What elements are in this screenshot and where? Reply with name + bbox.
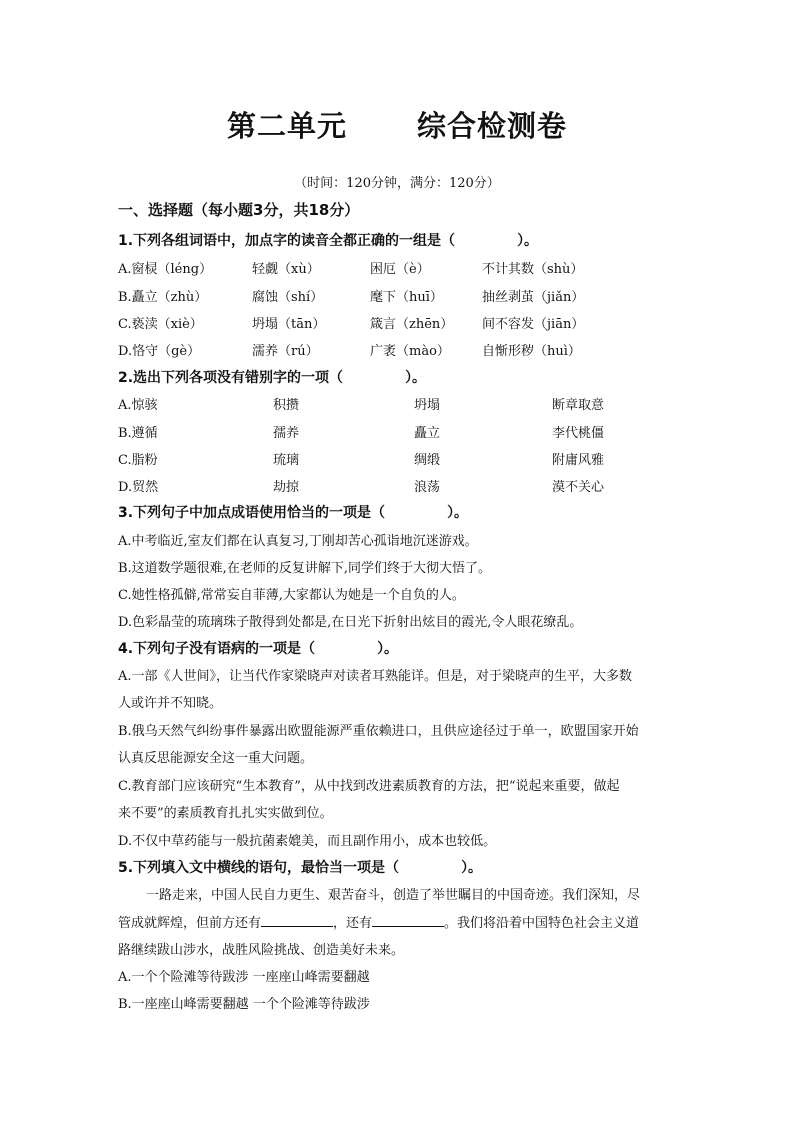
option-cell: 浪荡 (414, 480, 441, 495)
question-2-option-row (118, 449, 678, 469)
question-1-option-row (118, 258, 678, 278)
title-unit: 第二单元 (226, 109, 347, 143)
question-1-stem: 1.下列各组词语中，加点字的读音全都正确的一组是（ ）。 (118, 233, 539, 249)
passage-line: 管成就辉煌，但前方还有 ，还有 。我们将沿着中国特色社会主义道 (118, 916, 640, 931)
option-cell: 漠不关心 (552, 480, 605, 495)
question-5-stem: 5.下列填入文中横线的语句，最恰当一项是（ ）。 (118, 860, 483, 876)
question-4-stem: 4.下列句子没有语病的一项是（ ）。 (118, 641, 399, 657)
question-1-option-row (118, 286, 678, 306)
option-cell: 积攒 (273, 398, 300, 413)
option-cell: 劫掠 (273, 480, 300, 495)
option-cell: A.惊骇 (118, 398, 158, 413)
option-cell: 坍塌 (414, 398, 441, 413)
option-cell: 自惭形秽（huì） (482, 344, 581, 359)
option-cell: A.窗棂（léng） (118, 262, 213, 277)
option-cell: 广袤（mào） (370, 344, 450, 359)
exam-info: （时间：120分钟，满分：120分） (294, 176, 500, 191)
option-cell: 腐蚀（shí） (252, 290, 324, 305)
option-cell: 断章取意 (552, 398, 605, 413)
question-3-option: C.她性格孤僻,常常妄自菲薄,大家都认为她是一个自负的人。 (118, 588, 465, 603)
question-4-option: D.不仅中草药能与一般抗菌素媲美，而且副作用小，成本也较低。 (118, 834, 497, 849)
question-4-option: B.俄乌天然气纠纷事件暴露出欧盟能源严重依赖进口，且供应途径过于单一，欧盟国家开始 (118, 724, 639, 739)
passage-line: 一路走来，中国人民自力更生、艰苦奋斗，创造了举世瞩目的中国奇迹。我们深知，尽 (146, 888, 641, 903)
option-cell: D.贸然 (118, 480, 159, 495)
question-3-option: D.色彩晶莹的琉璃珠子散得到处都是,在日光下折射出炫目的霞光,令人眼花缭乱。 (118, 615, 583, 630)
option-cell: 坍塌（tān） (252, 317, 326, 332)
question-2-option-row (118, 422, 678, 442)
option-cell: 李代桃僵 (552, 426, 605, 441)
question-2-stem: 2.选出下列各项没有错别字的一项（ ）。 (118, 370, 427, 386)
question-4-option-continued: 认真反思能源安全这一重大问题。 (118, 751, 314, 766)
option-cell: 间不容发（jiān） (482, 317, 585, 332)
question-1-option-row (118, 340, 678, 360)
question-3-stem: 3.下列句子中加点成语使用恰当的一项是（ ）。 (118, 505, 469, 521)
question-4-option-continued: 来不要”的素质教育扎扎实实做到位。 (118, 806, 333, 821)
question-5-option: B.一座座山峰需要翻越 一个个险滩等待跋涉 (118, 997, 370, 1012)
question-3-option: A.中考临近,室友们都在认真复习,丁刚却苦心孤诣地沉迷游戏。 (118, 534, 478, 549)
option-cell: 绸缎 (414, 453, 441, 468)
option-cell: 濡养（rú） (252, 344, 319, 359)
option-cell: 不计其数（shù） (482, 262, 584, 277)
option-cell: 矗立 (414, 426, 441, 441)
option-cell: 孺养 (273, 426, 300, 441)
question-3-option: B.这道数学题很难,在老师的反复讲解下,同学们终于大彻大悟了。 (118, 561, 491, 576)
question-2-option-row (118, 394, 678, 414)
option-cell: 轻觑（xù） (252, 262, 320, 277)
question-1-option-row (118, 313, 678, 333)
passage-line: 路继续跋山涉水，战胜风险挑战、创造美好未来。 (118, 943, 405, 958)
option-cell: 箴言（zhēn） (370, 317, 454, 332)
option-cell: C.脂粉 (118, 453, 158, 468)
question-5-option: A.一个个险滩等待跋涉 一座座山峰需要翻越 (118, 970, 370, 985)
option-cell: 麾下（huī） (370, 290, 443, 305)
option-cell: 附庸风雅 (552, 453, 605, 468)
title-name: 综合检测卷 (417, 109, 568, 143)
question-2-option-row (118, 476, 678, 496)
option-cell: 困厄（è） (370, 262, 430, 277)
question-4-option: A.一部《人世间》，让当代作家梁晓声对读者耳熟能详。但是，对于梁晓声的生平，大多数 (118, 669, 633, 684)
question-4-option: C.教育部门应该研究“生本教育”，从中找到改进素质教育的方法，把“说起来重要，做起 (118, 779, 620, 794)
fill-blank (372, 914, 444, 927)
fill-blank (261, 914, 333, 927)
option-cell: B.矗立（zhù） (118, 290, 208, 305)
question-4-option-continued: 人或许并不知晓。 (118, 696, 223, 711)
option-cell: 琉璃 (273, 453, 300, 468)
option-cell: D.恪守（gè） (118, 344, 201, 359)
option-cell: 抽丝剥茧（jiǎn） (482, 290, 585, 305)
page-title (0, 104, 794, 145)
section-heading: 一、选择题（每小题3分，共18分） (118, 201, 360, 219)
option-cell: C.亵渎（xiè） (118, 317, 203, 332)
option-cell: B.遵循 (118, 426, 158, 441)
